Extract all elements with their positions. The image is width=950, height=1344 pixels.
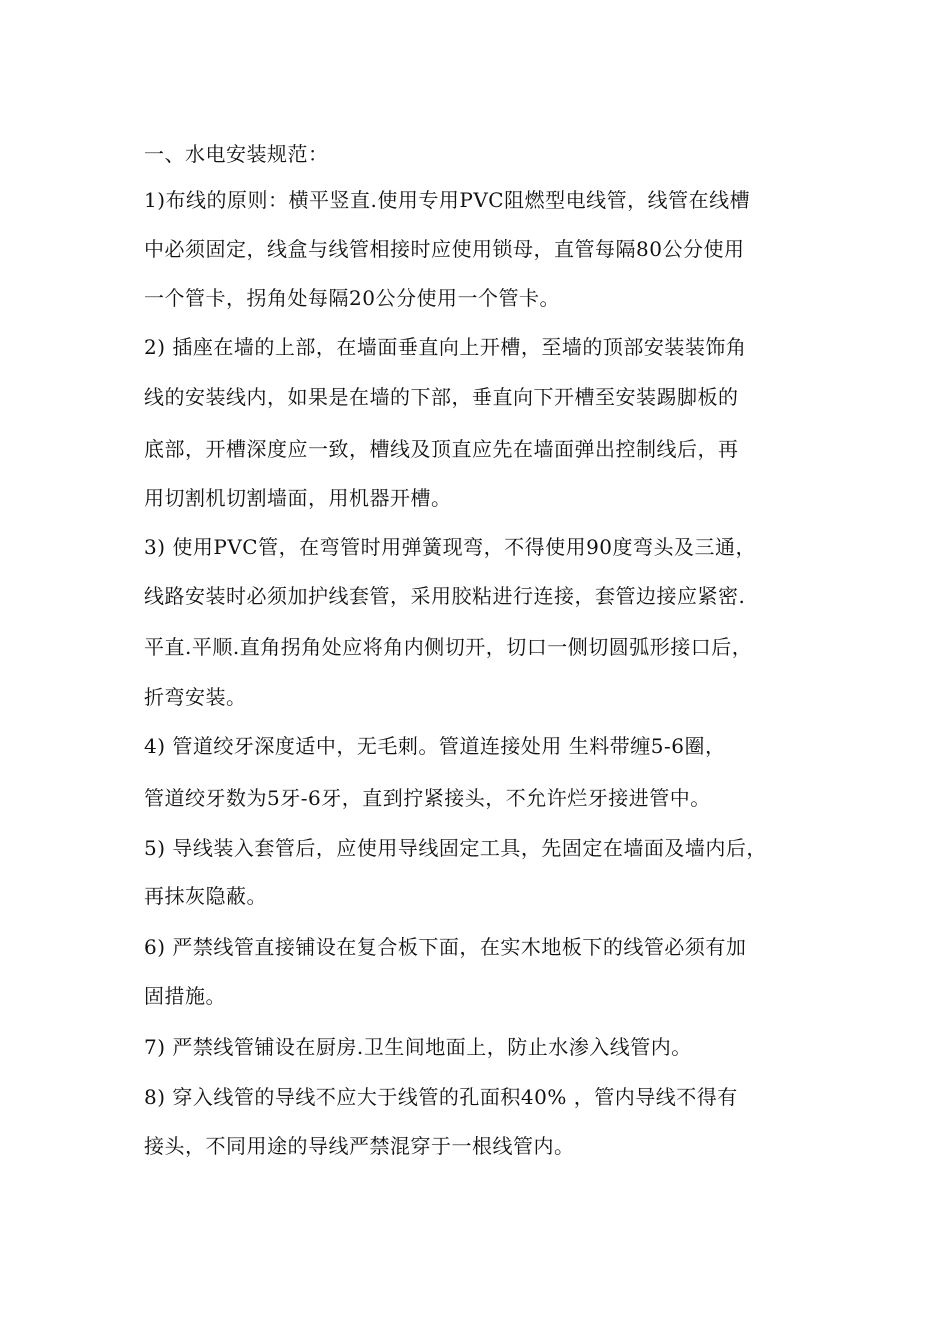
- text-line: 5) 导线装入套管后，应使用导线固定工具，先固定在墙面及墙内后，: [144, 836, 767, 860]
- text-line: 再抹灰隐蔽。: [144, 884, 267, 908]
- text-line: 管道绞牙数为5牙-6牙，直到拧紧接头，不允许烂牙接进管中。: [144, 786, 711, 810]
- text-line: 4) 管道绞牙深度适中，无毛刺。管道连接处用 生料带缠5-6圈，: [144, 734, 726, 758]
- text-line: 固措施。: [144, 984, 226, 1008]
- text-line: 线的安装线内，如果是在墙的下部，垂直向下开槽至安装踢脚板的: [144, 385, 739, 409]
- text-line: 1)布线的原则：横平竖直.使用专用PVC阻燃型电线管，线管在线槽: [144, 188, 751, 212]
- text-line: 2) 插座在墙的上部，在墙面垂直向上开槽，至墙的顶部安装装饰角: [144, 335, 747, 359]
- text-line: 一个管卡，拐角处每隔20公分使用一个管卡。: [144, 286, 560, 310]
- text-line: 底部，开槽深度应一致，槽线及顶直应先在墙面弹出控制线后，再: [144, 437, 739, 461]
- text-line: 用切割机切割墙面，用机器开槽。: [144, 486, 452, 510]
- text-line: 8) 穿入线管的导线不应大于线管的孔面积40% ，管内导线不得有: [144, 1085, 738, 1109]
- section-heading: 一、水电安装规范：: [144, 142, 329, 166]
- text-line: 接头，不同用途的导线严禁混穿于一根线管内。: [144, 1134, 575, 1158]
- text-line: 中必须固定，线盒与线管相接时应使用锁母，直管每隔80公分使用: [144, 237, 745, 261]
- text-line: 平直.平顺.直角拐角处应将角内侧切开，切口一侧切圆弧形接口后，: [144, 635, 753, 659]
- text-line: 6) 严禁线管直接铺设在复合板下面，在实木地板下的线管必须有加: [144, 935, 747, 959]
- text-line: 7) 严禁线管铺设在厨房.卫生间地面上，防止水渗入线管内。: [144, 1035, 692, 1059]
- text-line: 线路安装时必须加护线套管，采用胶粘进行连接，套管边接应紧密.: [144, 584, 746, 608]
- text-line: 折弯安装。: [144, 685, 247, 709]
- text-line: 3) 使用PVC管，在弯管时用弹簧现弯，不得使用90度弯头及三通，: [144, 535, 757, 559]
